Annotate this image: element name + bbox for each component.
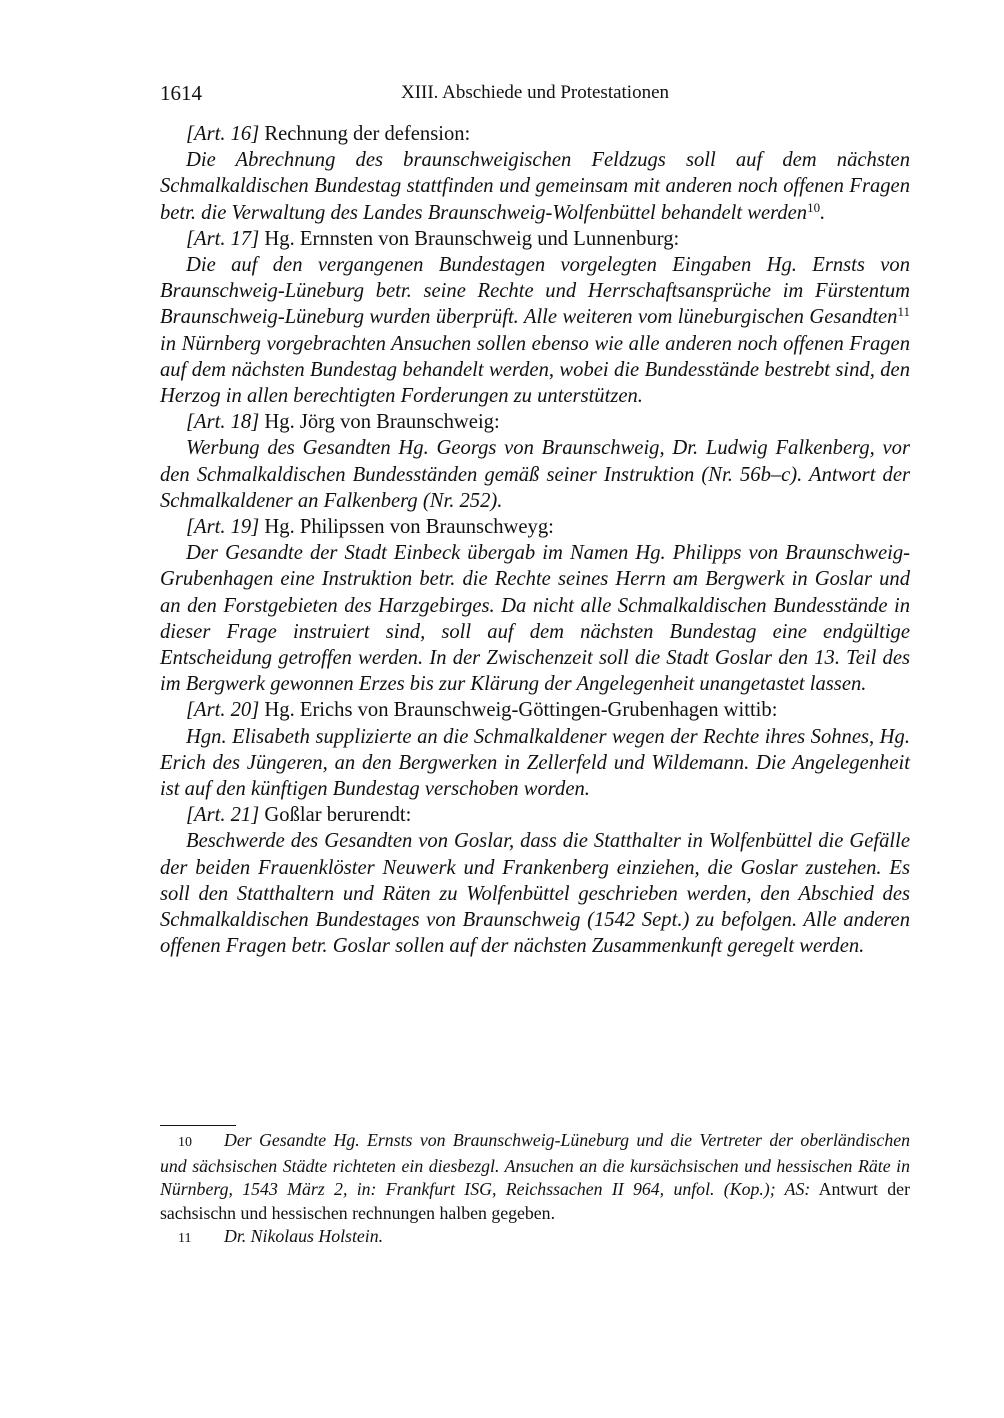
article-title: Hg. Jörg von Braunschweig:: [259, 411, 500, 434]
footnote-number: 11: [178, 1231, 192, 1247]
page-number: 1614: [160, 81, 202, 105]
footnote-rule: [160, 1125, 236, 1126]
article-summary: Hgn. Elisabeth supplizierte an die Schmalkaldener wegen der Rechte ihres Sohnes, Hg. Erich des Jüngeren, an den Bergwerken in Zellerfeld und Wildemann. Die Angelegenheit ist auf den künftigen Bundestag verschoben worden.: [160, 725, 910, 801]
running-head: XIII. Abschiede und Protestationen: [400, 82, 670, 103]
article-heading: [160, 409, 910, 435]
article-summary: [160, 147, 910, 226]
body-text: [160, 121, 910, 960]
article-title: Hg. Ernnsten von Braunschweig und Lunnenburg:: [259, 227, 680, 250]
article-ref: [Art. 19]: [186, 516, 260, 539]
footnote-number: 10: [178, 1135, 192, 1150]
summary-text: Die auf den vergangenen Bundestagen vorgelegten Eingaben Hg. Ernsts von Braunschweig-Lüneburg betr. seine Rechte und Herrschaftsansprüche im Fürstentum Braunschweig-Lüneburg wurden überprüft. Alle weiteren vom lüneburgischen Gesandten: [160, 254, 910, 329]
article-heading: [160, 226, 910, 252]
article-ref: [Art. 20]: [186, 699, 260, 722]
article-ref: [Art. 21]: [186, 804, 260, 827]
page-header: [160, 80, 910, 106]
footnote-quote: Antwurt der sachsischn und hessischen rechnungen halben gegeben.: [160, 1179, 910, 1223]
article-summary: Beschwerde des Gesandten von Goslar, dass die Statthalter in Wolfenbüttel die Gefälle der beiden Frauenklöster Neuwerk und Frankenberg einziehen, die Goslar zustehen. Es soll den Statthaltern und Räten zu Wolfenbüttel geschrieben werden, den Abschied des Schmalkaldischen Bundestages von Braunschweig (1542 Sept.) zu befolgen. Alle anderen offenen Fragen betr. Goslar sollen auf der nächsten Zusammenkunft geregelt werden.: [160, 830, 910, 958]
footnote-marker[interactable]: 10: [807, 199, 821, 215]
article-ref: [Art. 16]: [186, 123, 260, 145]
footnote-marker[interactable]: 11: [897, 304, 910, 320]
article-summary: Der Gesandte der Stadt Einbeck übergab im Namen Hg. Philipps von Braunschweig-Grubenhagen eine Instruktion betr. die Rechte seines Herrn am Bergwerk in Goslar und an den Forstgebieten des Harzgebirges. Da nicht alle Schmalkaldischen Bundesstände in dieser Frage instruiert sind, soll auf dem nächsten Bundestag eine endgültige Entscheidung getroffen werden. In der Zwischenzeit soll die Stadt Goslar den 13. Teil des im Bergwerk gewonnen Erzes bis zur Klärung der Angelegenheit unangetastet lassen.: [160, 542, 910, 696]
summary-tail: .: [820, 201, 826, 224]
article-ref: [Art. 18]: [186, 411, 260, 434]
summary-tail: in Nürnberg vorgebrachten Ansuchen sollen ebenso wie alle anderen noch offenen Fragen auf dem nächsten Bundestag behandelt werden, wobei die Bundesstände bestrebt sind, den Herzog in allen berechtigten Forderungen zu unterstützen.: [160, 332, 910, 408]
footnote-text: Dr. Nikolaus Holstein.: [224, 1226, 384, 1247]
article-title: Hg. Philipssen von Braunschweyg:: [259, 516, 554, 539]
footnotes: [160, 1129, 910, 1251]
article-summary: Werbung des Gesandten Hg. Georgs von Braunschweig, Dr. Ludwig Falkenberg, vor den Schmalkaldischen Bundesständen gemäß seiner Instruktion (Nr. 56b–c). Antwort der Schmalkaldener an Falkenberg (Nr. 252).: [160, 437, 910, 512]
article-title: Hg. Erichs von Braunschweig-Göttingen-Grubenhagen wittib:: [259, 699, 778, 722]
summary-text: Die Abrechnung des braunschweigischen Feldzugs soll auf dem nächsten Schmalkaldischen Bundestag stattfinden und gemeinsam mit anderen noch offenen Fragen betr. die Verwaltung des Landes Braunschweig-Wolfenbüttel behandelt werden: [160, 149, 910, 224]
article-ref: [Art. 17]: [186, 227, 260, 250]
footnote: [160, 1129, 910, 1225]
article-heading: [160, 802, 910, 828]
article-title: Rechnung der defension:: [259, 123, 471, 145]
article-heading: [160, 697, 910, 723]
footnote: [160, 1225, 910, 1251]
article-heading: [160, 121, 910, 147]
article-title: Goßlar berurendt:: [259, 804, 412, 827]
article-heading: [160, 514, 910, 540]
article-summary: [160, 252, 910, 409]
footnote-text: Der Gesandte Hg. Ernsts von Braunschweig-Lüneburg und die Vertreter der oberländischen und sächsischen Städte richteten ein diesbezgl. Ansuchen an die kursächsischen und hessischen Räte in Nürnberg, 1543 März 2, in: Frankfurt ISG, Reichssachen II 964, unfol. (Kop.); AS:: [160, 1130, 910, 1200]
